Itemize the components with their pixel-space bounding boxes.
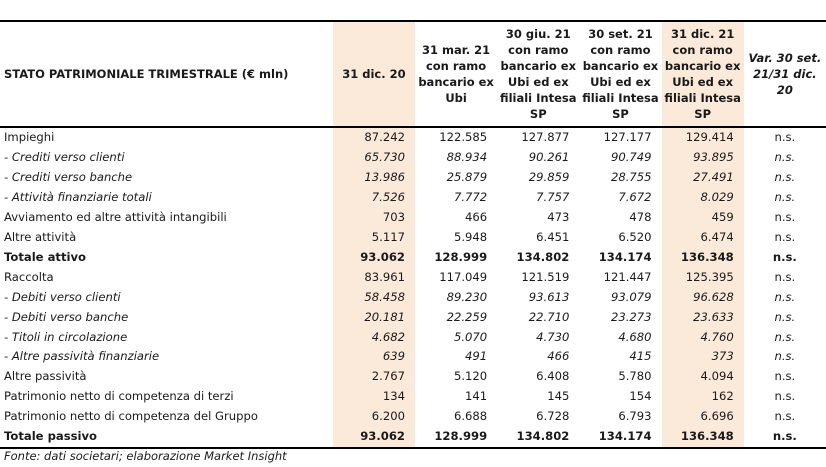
cell-variation: n.s.: [774, 289, 796, 304]
cell-value: 639: [333, 347, 415, 367]
cell-variation: n.s.: [774, 149, 796, 164]
cell-variation: n.s.: [774, 349, 796, 364]
cell-value: 87.242: [333, 127, 415, 148]
header-col-mar21: 31 mar. 21 con ramo bancario ex Ubi: [418, 43, 494, 105]
cell-value: 27.491: [662, 168, 744, 188]
cell-value: 7.772: [453, 189, 488, 204]
cell-value: 415: [629, 349, 652, 364]
table-row: [0, 127, 826, 148]
cell-value: 6.728: [536, 409, 570, 424]
header-row: [0, 21, 826, 127]
row-label: Totale attivo: [4, 249, 86, 264]
cell-value: 20.181: [333, 308, 415, 328]
cell-value: 136.348: [662, 427, 744, 448]
table-row: [0, 308, 826, 328]
cell-value: 4.680: [618, 329, 652, 344]
cell-value: 134.174: [598, 429, 652, 444]
cell-value: 154: [629, 389, 652, 404]
header-col-jun21: 30 giu. 21 con ramo bancario ex Ubi ed ex filiali Intesa SP: [500, 27, 577, 121]
row-label: Altre attività: [4, 229, 77, 244]
cell-value: 8.029: [662, 188, 744, 208]
table-row: [0, 407, 826, 427]
cell-value: 6.200: [333, 407, 415, 427]
cell-value: 5.120: [453, 369, 488, 384]
row-label: - Attività finanziarie totali: [4, 189, 152, 204]
header-col-var: Var. 30 set. 21/31 dic. 20: [748, 51, 822, 97]
cell-value: 93.062: [333, 248, 415, 268]
table-row: [0, 248, 826, 268]
header-title: STATO PATRIMONIALE TRIMESTRALE (€ mln): [4, 67, 289, 81]
cell-value: 7.672: [618, 189, 652, 204]
header-col-sep21: 30 set. 21 con ramo bancario ex Ubi ed ex filiali Intesa SP: [582, 27, 659, 121]
cell-value: 128.999: [434, 429, 488, 444]
cell-value: 4.682: [333, 328, 415, 348]
cell-value: 491: [465, 349, 488, 364]
cell-value: 6.474: [662, 228, 744, 248]
cell-variation: n.s.: [774, 389, 796, 404]
cell-value: 141: [465, 389, 488, 404]
cell-variation: n.s.: [772, 429, 797, 444]
row-label: Patrimonio netto di competenza del Gruppo: [4, 409, 258, 424]
row-label: - Titoli in circolazione: [4, 329, 128, 344]
cell-value: 96.628: [662, 288, 744, 308]
cell-value: 466: [547, 349, 570, 364]
row-label: Totale passivo: [4, 429, 97, 444]
cell-variation: n.s.: [774, 130, 796, 144]
cell-variation: n.s.: [774, 189, 796, 204]
cell-value: 90.749: [610, 149, 652, 164]
cell-value: 703: [333, 208, 415, 228]
header-col-dec21: 31 dic. 21 con ramo bancario ex Ubi ed ex filiali Intesa SP: [662, 21, 744, 127]
table-row: [0, 288, 826, 308]
cell-value: 6.688: [453, 409, 488, 424]
row-label: - Crediti verso clienti: [4, 149, 125, 164]
cell-value: 2.767: [333, 367, 415, 387]
cell-variation: n.s.: [772, 249, 797, 264]
table-row: [0, 228, 826, 248]
balance-sheet-table: [0, 20, 826, 449]
cell-value: 145: [547, 389, 570, 404]
cell-value: 117.049: [439, 269, 488, 284]
cell-variation: n.s.: [774, 169, 796, 184]
cell-value: 22.710: [528, 309, 570, 324]
cell-value: 13.986: [333, 168, 415, 188]
cell-value: 6.520: [618, 229, 652, 244]
table-row: [0, 387, 826, 407]
cell-value: 7.526: [333, 188, 415, 208]
cell-value: 4.730: [536, 329, 570, 344]
table-row: [0, 148, 826, 168]
cell-value: 6.451: [536, 229, 570, 244]
row-label: - Debiti verso banche: [4, 309, 129, 324]
table-row: [0, 427, 826, 448]
cell-value: 134: [333, 387, 415, 407]
cell-value: 127.177: [603, 130, 652, 144]
cell-value: 25.879: [446, 169, 488, 184]
row-label: Raccolta: [4, 269, 54, 284]
table-row: [0, 208, 826, 228]
cell-value: 23.273: [610, 309, 652, 324]
cell-value: 6.793: [618, 409, 652, 424]
cell-value: 478: [629, 209, 652, 224]
cell-value: 473: [547, 209, 570, 224]
cell-value: 121.447: [603, 269, 652, 284]
cell-value: 134.802: [516, 249, 570, 264]
cell-value: 121.519: [521, 269, 570, 284]
cell-variation: n.s.: [774, 229, 796, 244]
cell-value: 127.877: [521, 130, 570, 144]
cell-value: 93.613: [528, 289, 570, 304]
cell-value: 93.062: [333, 427, 415, 448]
row-label: - Crediti verso banche: [4, 169, 133, 184]
cell-value: 136.348: [662, 248, 744, 268]
cell-value: 22.259: [446, 309, 488, 324]
cell-value: 5.948: [453, 229, 488, 244]
cell-value: 134.174: [598, 249, 652, 264]
cell-value: 122.585: [439, 130, 488, 144]
cell-value: 373: [662, 347, 744, 367]
row-label: Patrimonio netto di competenza di terzi: [4, 389, 234, 404]
cell-value: 5.070: [453, 329, 488, 344]
table-row: [0, 367, 826, 387]
cell-variation: n.s.: [774, 209, 796, 224]
header-col-dec20: 31 dic. 20: [333, 21, 415, 127]
cell-value: 90.261: [528, 149, 570, 164]
cell-value: 459: [662, 208, 744, 228]
table-row: [0, 328, 826, 348]
cell-value: 88.934: [446, 149, 488, 164]
cell-value: 134.802: [516, 429, 570, 444]
row-label: - Altre passività finanziarie: [4, 349, 160, 364]
row-label: - Debiti verso clienti: [4, 289, 121, 304]
cell-value: 89.230: [446, 289, 488, 304]
table-body: [0, 127, 826, 448]
row-label: Impieghi: [4, 130, 55, 144]
cell-value: 58.458: [333, 288, 415, 308]
cell-value: 83.961: [333, 268, 415, 288]
table-row: [0, 188, 826, 208]
cell-value: 7.757: [536, 189, 570, 204]
cell-value: 4.760: [662, 328, 744, 348]
cell-value: 6.696: [662, 407, 744, 427]
cell-value: 4.094: [662, 367, 744, 387]
cell-value: 128.999: [434, 249, 488, 264]
table-row: [0, 268, 826, 288]
table-row: [0, 168, 826, 188]
cell-value: 28.755: [610, 169, 652, 184]
cell-value: 466: [465, 209, 488, 224]
table-header: [0, 21, 826, 127]
cell-variation: n.s.: [774, 269, 796, 284]
cell-value: 129.414: [662, 127, 744, 148]
cell-value: 65.730: [333, 148, 415, 168]
cell-variation: n.s.: [774, 369, 796, 384]
cell-value: 93.079: [610, 289, 652, 304]
cell-value: 125.395: [662, 268, 744, 288]
row-label: Altre passività: [4, 369, 87, 384]
cell-variation: n.s.: [774, 409, 796, 424]
source-note: Fonte: dati societari; elaborazione Market Insight: [4, 449, 287, 463]
row-label: Avviamento ed altre attività intangibili: [4, 209, 227, 224]
cell-value: 5.780: [618, 369, 652, 384]
cell-value: 23.633: [662, 308, 744, 328]
cell-variation: n.s.: [774, 329, 796, 344]
cell-value: 5.117: [333, 228, 415, 248]
table-row: [0, 347, 826, 367]
cell-value: 162: [662, 387, 744, 407]
cell-value: 93.895: [662, 148, 744, 168]
cell-variation: n.s.: [774, 309, 796, 324]
cell-value: 6.408: [536, 369, 570, 384]
cell-value: 29.859: [528, 169, 570, 184]
